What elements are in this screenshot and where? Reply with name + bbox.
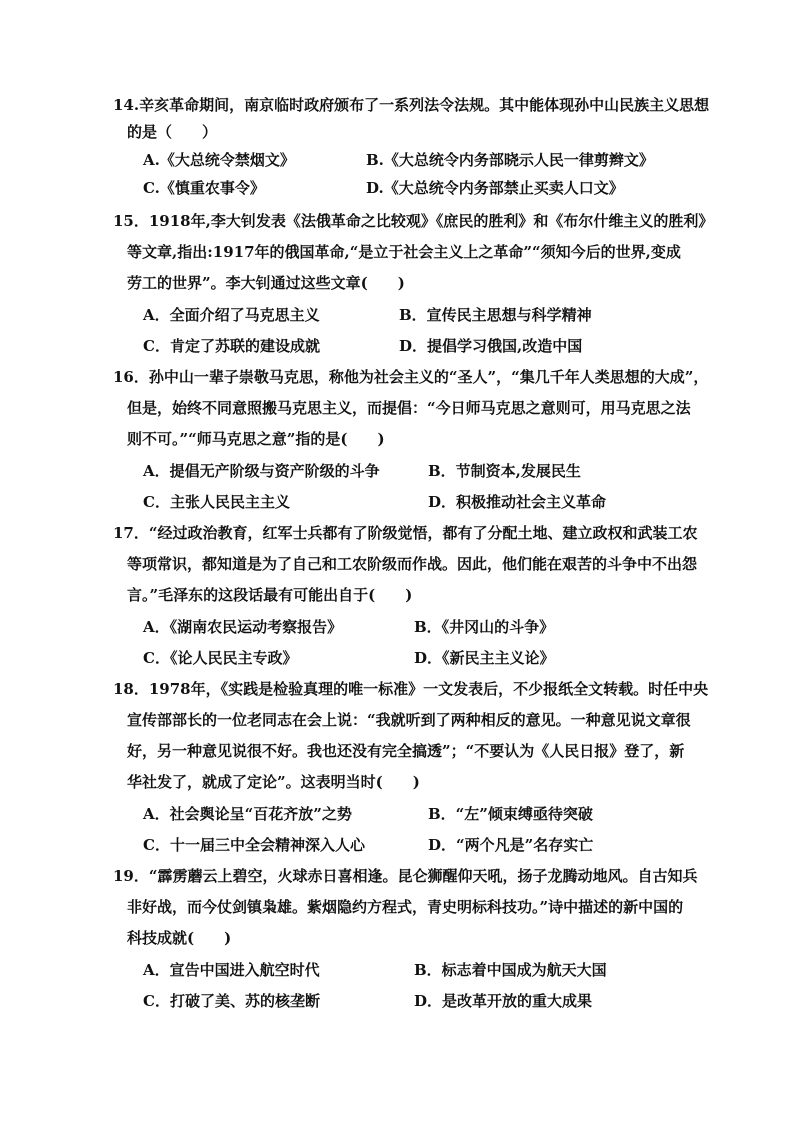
question-18-stem-line-3: 好，另一种意见说很不好。我也还没有完全搞透”；“不要认为《人民日报》登了，新 xyxy=(127,742,685,760)
question-16-stem-line-2: 但是，始终不同意照搬马克思主义，而提倡：“今日师马克思之意则可，用马克思之法 xyxy=(127,399,691,417)
question-18-option-a: A．社会舆论呈“百花齐放”之势 xyxy=(143,805,352,823)
question-17-option-a: A．《湖南农民运动考察报告》 xyxy=(143,618,343,636)
question-16-stem-line-3: 则不可。”“师马克思之意”指的是( ) xyxy=(127,430,385,448)
question-17-option-b: B．《井冈山的斗争》 xyxy=(414,618,555,636)
question-15-option-c: C．肯定了苏联的建设成就 xyxy=(143,337,320,355)
question-14-option-c: C.《慎重农事令》 xyxy=(143,179,265,197)
question-18-stem-line-2: 宣传部部长的一位老同志在会上说：“我就听到了两种相反的意见。一种意见说文章很 xyxy=(127,711,691,729)
question-14-option-b: B.《大总统令内务部晓示人民一律剪辫文》 xyxy=(366,151,654,169)
question-16-option-d: D．积极推动社会主义革命 xyxy=(428,493,607,511)
question-16-option-c: C．主张人民民主主义 xyxy=(143,493,290,511)
question-19-stem-line-3: 科技成就( ) xyxy=(127,929,232,947)
question-15-stem-line-2: 等文章,指出:1917年的俄国革命,“是立于社会主义上之革命”“须知今后的世界,变成 xyxy=(127,243,681,261)
question-17-stem-line-3: 言。”毛泽东的这段话最有可能出自于( ) xyxy=(127,586,413,604)
question-15-stem-line-1: 15．1918年,李大钊发表《法俄革命之比较观》《庶民的胜利》和《布尔什维主义的胜利》 xyxy=(113,212,714,230)
question-19-option-d: D．是改革开放的重大成果 xyxy=(414,992,593,1010)
question-17-stem-line-1: 17．“经过政治教育，红军士兵都有了阶级觉悟，都有了分配土地、建立政权和武装工农 xyxy=(113,524,698,542)
question-15-option-a: A．全面介绍了马克思主义 xyxy=(143,306,320,324)
question-18-stem-line-1: 18．1978年，《实践是检验真理的唯一标准》一文发表后，不少报纸全文转载。时任中央 xyxy=(113,680,709,698)
question-15-option-d: D．提倡学习俄国,改造中国 xyxy=(399,337,583,355)
question-18-stem-line-4: 华社发了，就成了定论”。这表明当时( ) xyxy=(127,773,420,791)
question-16-stem-line-1: 16．孙中山一辈子崇敬马克思，称他为社会主义的“圣人”，“集几千年人类思想的大成”， xyxy=(113,368,709,386)
question-19-stem-line-1: 19．“霹雳蘑云上碧空，火球赤日喜相逢。昆仑狮醒仰天吼，扬子龙腾动地风。自古知兵 xyxy=(113,867,698,885)
question-17-option-d: D．《新民主主义论》 xyxy=(414,649,555,667)
question-19-option-a: A．宣告中国进入航空时代 xyxy=(143,961,320,979)
question-14-stem-line-2: 的是（ ） xyxy=(127,123,218,141)
question-18-option-d: D．“两个凡是”名存实亡 xyxy=(428,836,594,854)
question-17-stem-line-2: 等项常识，都知道是为了自己和工农阶级而作战。因此，他们能在艰苦的斗争中不出怨 xyxy=(127,555,698,573)
question-16-option-b: B．节制资本,发展民生 xyxy=(428,462,581,480)
question-19-option-b: B．标志着中国成为航天大国 xyxy=(414,961,607,979)
question-19-stem-line-2: 非好战，而今仗剑镇枭雄。紫烟隐约方程式，青史明标科技功。”诗中描述的新中国的 xyxy=(127,898,684,916)
question-14-option-d: D.《大总统令内务部禁止买卖人口文》 xyxy=(366,179,624,197)
question-18-option-b: B．“左”倾束缚亟待突破 xyxy=(428,805,593,823)
question-14-stem-line-1: 14.辛亥革命期间，南京临时政府颁布了一系列法令法规。其中能体现孙中山民族主义思想 xyxy=(113,96,710,114)
question-18-option-c: C．十一届三中全会精神深入人心 xyxy=(143,836,365,854)
question-19-option-c: C．打破了美、苏的核垄断 xyxy=(143,992,320,1010)
question-16-option-a: A．提倡无产阶级与资产阶级的斗争 xyxy=(143,462,380,480)
question-15-stem-line-3: 劳工的世界”。李大钊通过这些文章( ) xyxy=(127,274,405,292)
question-15-option-b: B．宣传民主思想与科学精神 xyxy=(399,306,592,324)
question-14-option-a: A.《大总统令禁烟文》 xyxy=(143,151,295,169)
question-17-option-c: C．《论人民民主专政》 xyxy=(143,649,298,667)
